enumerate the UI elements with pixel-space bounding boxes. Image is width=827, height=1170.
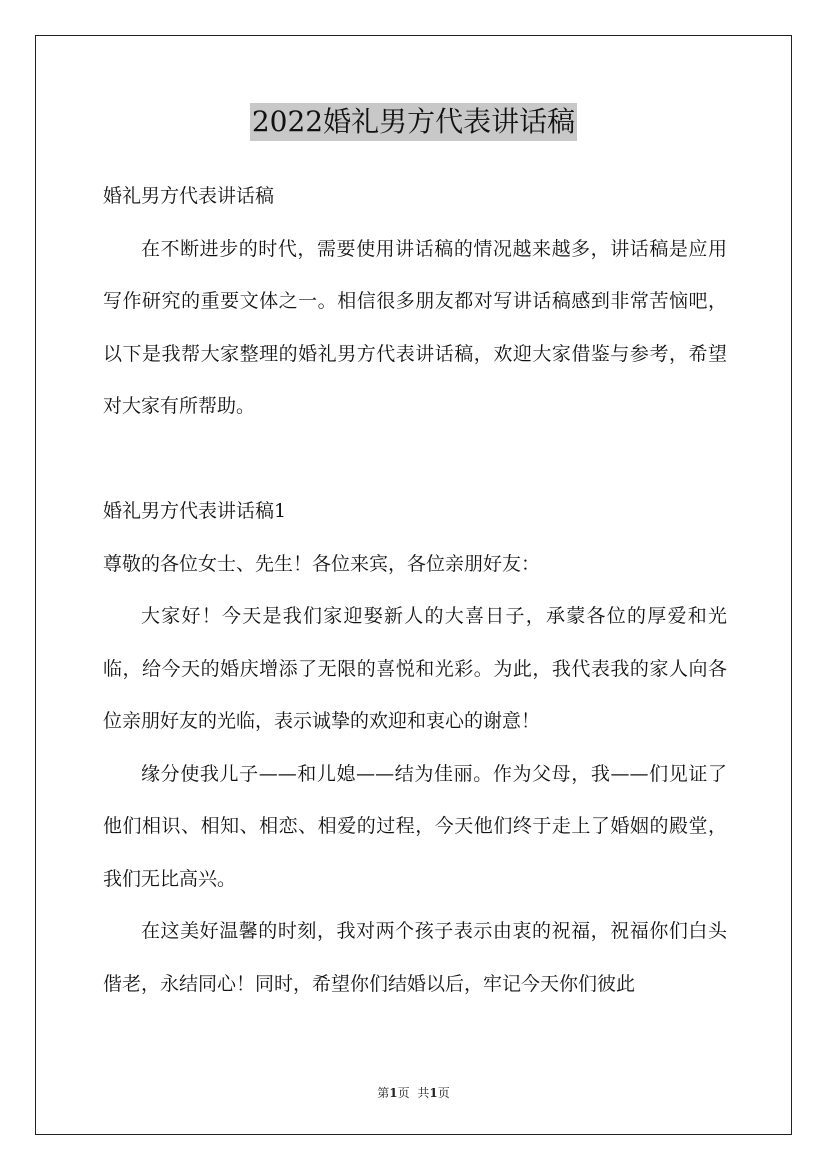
paragraph-gap (103, 433, 727, 486)
speech-heading: 婚礼男方代表讲话稿1 (103, 500, 287, 522)
section-heading: 婚礼男方代表讲话稿 (103, 185, 275, 207)
body-paragraph: 大家好！今天是我们家迎娶新人的大喜日子，承蒙各位的厚爱和光临，给今天的婚庆增添了无限的喜悦和光彩。为此，我代表我的家人向各位亲朋好友的光临，表示诚挚的欢迎和衷心的谢意！ (103, 605, 727, 732)
page-current: 1 (389, 1086, 398, 1100)
page-total: 1 (429, 1086, 438, 1100)
page-footer (0, 1085, 827, 1101)
body-paragraph: 缘分使我儿子——和儿媳——结为佳丽。作为父母，我——们见证了他们相识、相知、相恋、相爱的过程，今天他们终于走上了婚姻的殿堂，我们无比高兴。 (103, 762, 727, 890)
title-wrap (0, 103, 827, 141)
page-label-mid: 页 (397, 1086, 410, 1100)
intro-paragraph: 在不断进步的时代，需要使用讲话稿的情况越来越多，讲话稿是应用写作研究的重要文体之一。相信很多朋友都对写讲话稿感到非常苦恼吧，以下是我帮大家整理的婚礼男方代表讲话稿，欢迎大家借鉴与参考，希望对大家有所帮助。 (103, 237, 727, 417)
document-body (103, 170, 727, 1010)
total-label-prefix: 共 (417, 1086, 430, 1100)
body-paragraph: 在这美好温馨的时刻，我对两个孩子表示由衷的祝福，祝福你们白头偕老，永结同心！同时，希望你们结婚以后，牢记今天你们彼此 (103, 920, 727, 995)
page-label-prefix: 第 (377, 1086, 390, 1100)
salutation: 尊敬的各位女士、先生！各位来宾，各位亲朋好友： (103, 552, 541, 575)
document-title: 2022婚礼男方代表讲话稿 (250, 103, 577, 141)
total-label-suffix: 页 (437, 1086, 450, 1100)
